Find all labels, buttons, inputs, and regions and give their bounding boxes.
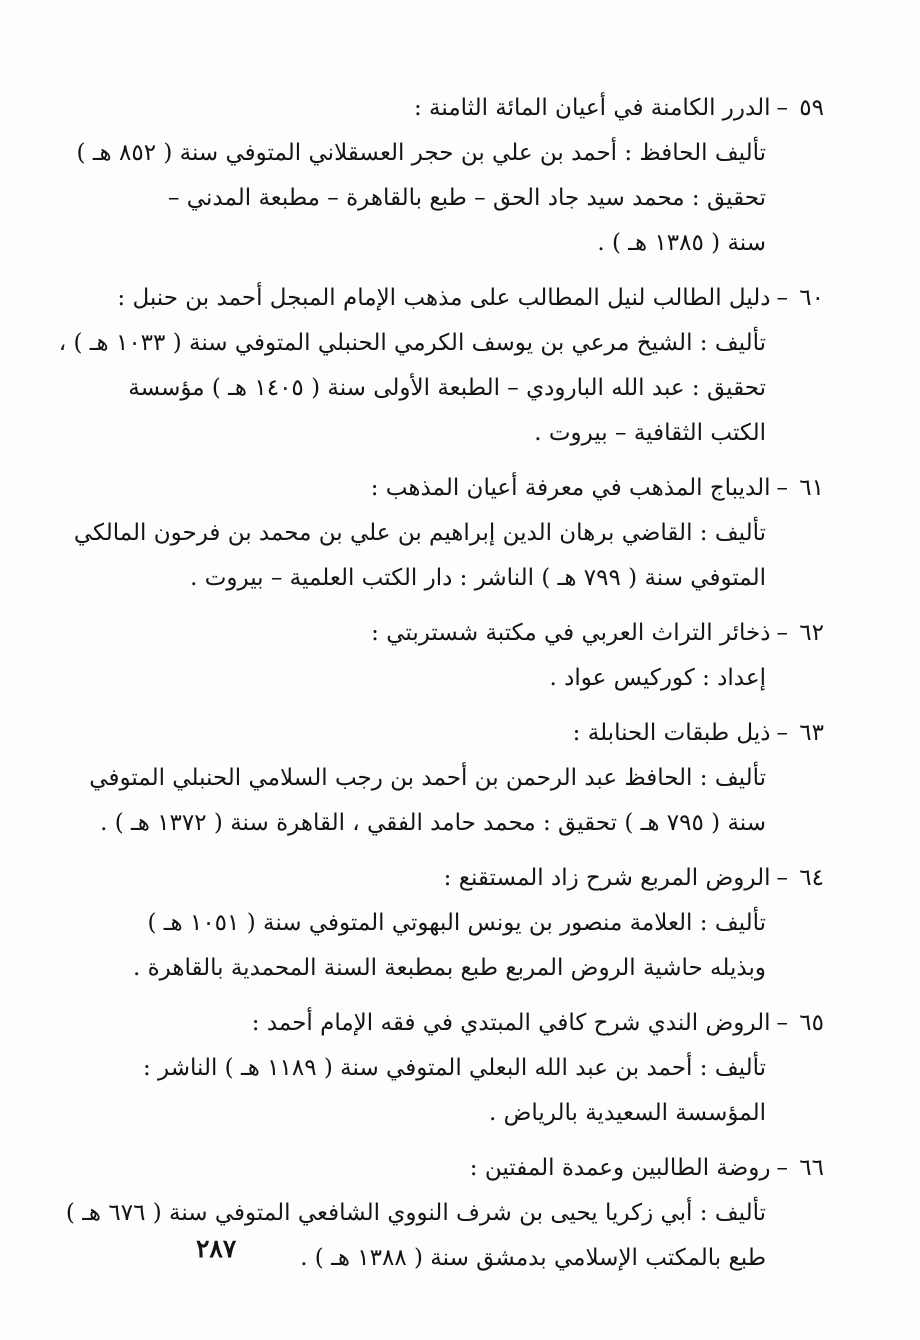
bibliography-entry (89, 711, 824, 846)
entry-title: الديباج المذهب في معرفة أعيان المذهب : (370, 475, 771, 501)
entry-detail-line: الكتب الثقافية – بيروت . (534, 420, 766, 446)
entry-title-line: ٦١–الديباج المذهب في معرفة أعيان المذهب : (140, 466, 824, 511)
page-number: ٢٨٧ (196, 1234, 237, 1263)
entry-detail-line: المؤسسة السعيدية بالرياض . (488, 1100, 766, 1126)
entry-number: ٦٦ (799, 1155, 824, 1181)
entry-detail-line: تأليف : أحمد بن عبد الله البعلي المتوفي سنة ( ١١٨٩ هـ ) الناشر : (143, 1055, 766, 1081)
bibliography-entry (76, 86, 824, 266)
entry-detail-line: تأليف : العلامة منصور بن يونس البهوتي المتوفي سنة ( ١٠٥١ هـ ) (147, 910, 766, 936)
entry-title-line: ٦٣–ذيل طبقات الحنابلة : (140, 711, 824, 756)
bibliography-entry (65, 1146, 824, 1281)
entry-detail-line: تحقيق : محمد سيد جاد الحق – طبع بالقاهرة – مطبعة المدني – (167, 185, 766, 211)
entry-detail-line: تأليف : الشيخ مرعي بن يوسف الكرمي الحنبلي المتوفي سنة ( ١٠٣٣ هـ ) ، (58, 330, 766, 356)
entry-title-line: ٦٤–الروض المربع شرح زاد المستقنع : (140, 856, 824, 901)
entry-detail-line: إعداد : كوركيس عواد . (549, 665, 766, 691)
entry-detail-line: تأليف : الحافظ عبد الرحمن بن أحمد بن رجب السلامي الحنبلي المتوفي (89, 765, 766, 791)
entry-number: ٦١ (799, 475, 824, 501)
entry-title: ذخائر التراث العربي في مكتبة شستربتي : (371, 620, 771, 646)
bibliography-entry (58, 276, 824, 456)
entry-detail-line: طبع بالمكتب الإسلامي بدمشق سنة ( ١٣٨٨ هـ ) . (300, 1245, 766, 1271)
bibliography-entry (73, 466, 824, 601)
entry-detail-line: تأليف : القاضي برهان الدين إبراهيم بن علي بن محمد بن فرحون المالكي (73, 520, 766, 546)
entry-detail-line: المتوفي سنة ( ٧٩٩ هـ ) الناشر : دار الكتب العلمية – بيروت . (190, 565, 766, 591)
bibliography-entry (132, 856, 824, 991)
bibliography-entry (140, 1001, 824, 1136)
entry-title-line: ٥٩–الدرر الكامنة في أعيان المائة الثامنة : (140, 86, 824, 131)
bibliography-list (58, 86, 824, 1291)
entry-number: ٦٣ (799, 720, 824, 746)
entry-detail-line: سنة ( ١٣٨٥ هـ ) . (597, 230, 766, 256)
entry-title-line: ٦٠–دليل الطالب لنيل المطالب على مذهب الإمام المبجل أحمد بن حنبل : (140, 276, 824, 321)
entry-title-line: ٦٦–روضة الطالبين وعمدة المفتين : (140, 1146, 824, 1191)
entry-number: ٦٥ (799, 1010, 824, 1036)
entry-number: ٦٢ (799, 620, 824, 646)
entry-title: ذيل طبقات الحنابلة : (572, 720, 771, 746)
entry-detail-line: وبذيله حاشية الروض المربع طبع بمطبعة السنة المحمدية بالقاهرة . (132, 955, 766, 981)
entry-detail-line: تحقيق : عبد الله البارودي – الطبعة الأولى سنة ( ١٤٠٥ هـ ) مؤسسة (128, 375, 766, 401)
entry-title: الدرر الكامنة في أعيان المائة الثامنة : (414, 95, 771, 121)
entry-title: الروض الندي شرح كافي المبتدي في فقه الإمام أحمد : (251, 1010, 771, 1036)
entry-detail-line: تأليف الحافظ : أحمد بن علي بن حجر العسقلاني المتوفي سنة ( ٨٥٢ هـ ) (76, 140, 766, 166)
entry-title-line: ٦٢–ذخائر التراث العربي في مكتبة شستربتي : (140, 611, 824, 656)
entry-title: روضة الطالبين وعمدة المفتين : (469, 1155, 771, 1181)
entry-detail-line: تأليف : أبي زكريا يحيى بن شرف النووي الشافعي المتوفي سنة ( ٦٧٦ هـ ) (65, 1200, 766, 1226)
entry-number: ٦٠ (799, 285, 824, 311)
bibliography-entry (140, 611, 824, 701)
entry-detail-line: سنة ( ٧٩٥ هـ ) تحقيق : محمد حامد الفقي ، القاهرة سنة ( ١٣٧٢ هـ ) . (100, 810, 766, 836)
entry-title-line: ٦٥–الروض الندي شرح كافي المبتدي في فقه الإمام أحمد : (140, 1001, 824, 1046)
entry-title: الروض المربع شرح زاد المستقنع : (443, 865, 771, 891)
entry-title: دليل الطالب لنيل المطالب على مذهب الإمام المبجل أحمد بن حنبل : (117, 285, 771, 311)
entry-number: ٦٤ (799, 865, 824, 891)
entry-number: ٥٩ (799, 95, 824, 121)
